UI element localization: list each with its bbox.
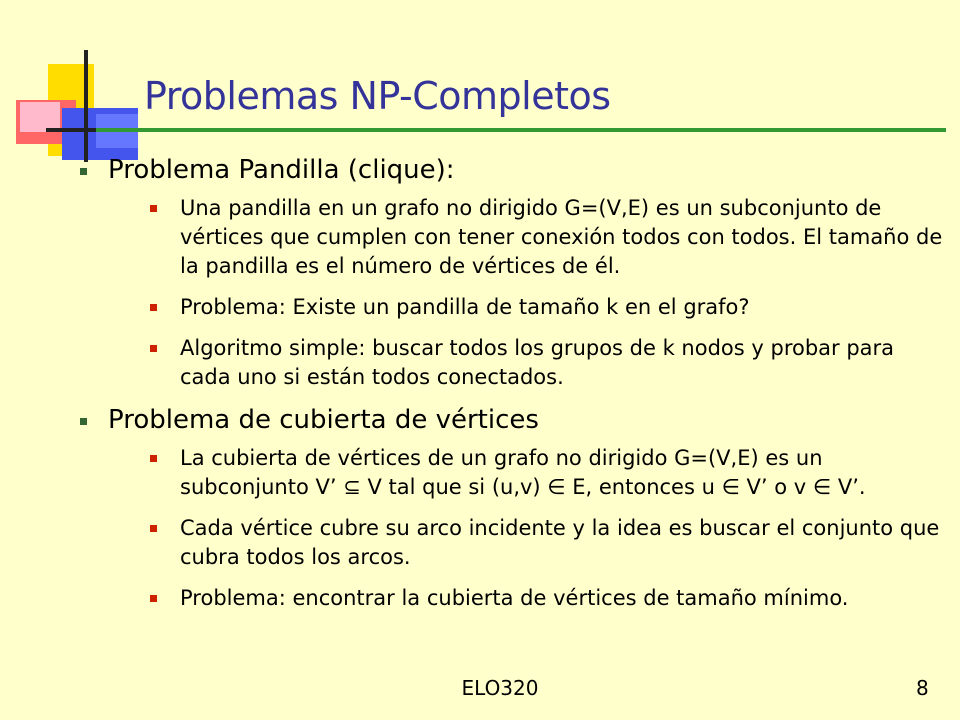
list-item [108,293,950,322]
slide-content [80,154,950,625]
level2-bullet-icon [150,525,157,532]
level2-bullet-icon [150,205,157,212]
list-item [108,584,950,613]
list-item [108,514,950,572]
level1-bullet-icon [80,418,87,425]
level2-bullet-icon [150,595,157,602]
decorative-logo-vertical-line [84,50,88,162]
section-heading: Problema Pandilla (clique): [108,155,455,185]
level2-bullet-icon [150,345,157,352]
footer-page-number: 8 [916,676,929,700]
list-item [108,334,950,392]
section-heading: Problema de cubierta de vértices [108,405,539,435]
section-items [108,444,950,613]
footer-course-code: ELO320 [461,676,539,700]
list-item-text: Una pandilla en un grafo no dirigido G=(V,E) es un subconjunto de vértices que cumplen con tener conexión todos con todos. El tamaño de la pandilla es el número de vértices de él. [180,196,943,278]
level2-bullet-icon [150,304,157,311]
list-item-text: Cada vértice cubre su arco incidente y la idea es buscar el conjunto que cubra todos los arcos. [180,516,940,569]
section-vertex-cover [80,404,950,613]
level2-bullet-icon [150,455,157,462]
section-clique [80,154,950,392]
list-item [108,444,950,502]
list-item-text: Algoritmo simple: buscar todos los grupos de k nodos y probar para cada uno si están todos conectados. [180,336,895,389]
list-item-text: La cubierta de vértices de un grafo no dirigido G=(V,E) es un subconjunto V’ ⊆ V tal que si (u,v) ∈ E, entonces u ∈ V’ o v ∈ V’. [180,446,866,499]
list-item [108,194,950,281]
title-underline [96,128,946,132]
list-item-text: Problema: encontrar la cubierta de vértices de tamaño mínimo. [180,586,849,610]
list-item-text: Problema: Existe un pandilla de tamaño k en el grafo? [180,295,750,319]
level1-bullet-icon [80,168,87,175]
slide-title: Problemas NP-Completos [144,74,611,118]
section-items [108,194,950,392]
